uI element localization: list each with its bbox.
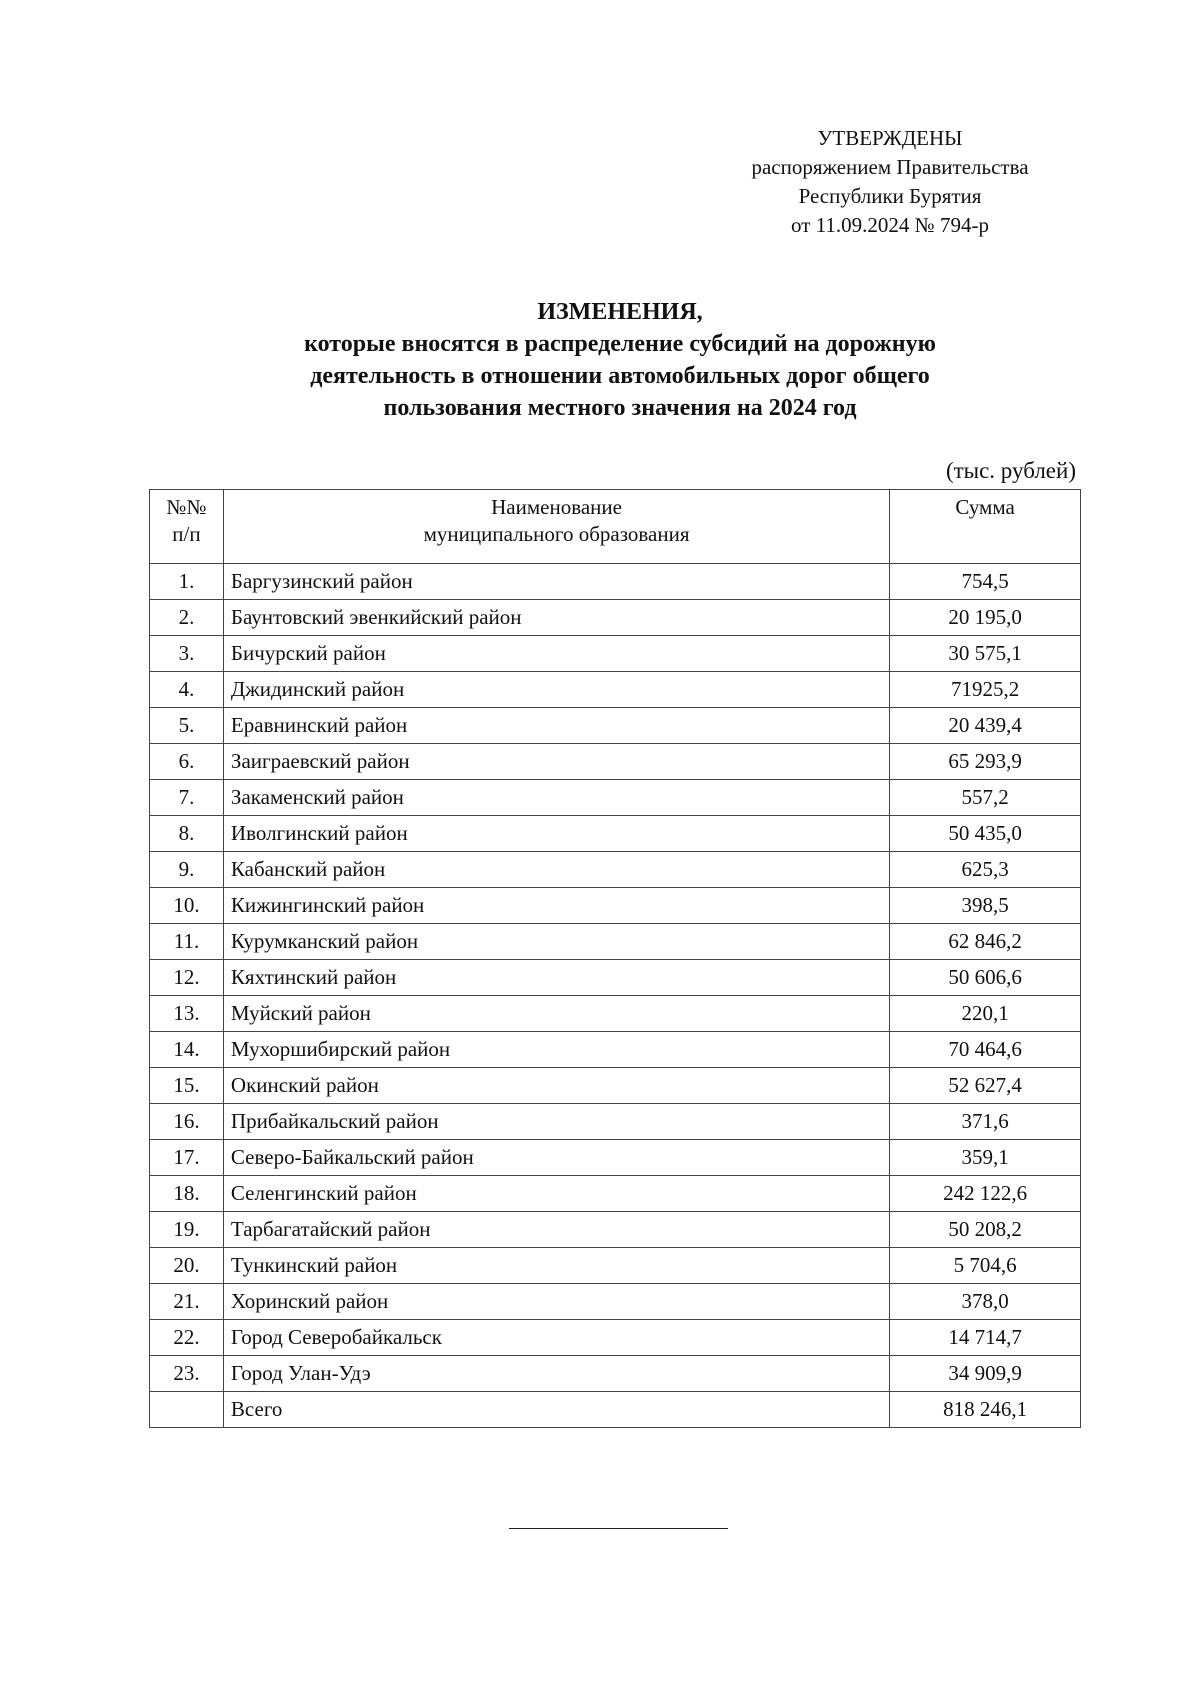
table-row xyxy=(150,1068,1081,1104)
row-amount: 557,2 xyxy=(890,780,1081,816)
table-row xyxy=(150,852,1081,888)
row-municipality: Хоринский район xyxy=(223,1284,889,1320)
header-number-line2: п/п xyxy=(172,522,201,546)
row-amount: 30 575,1 xyxy=(890,636,1081,672)
row-municipality: Джидинский район xyxy=(223,672,889,708)
row-municipality: Окинский район xyxy=(223,1068,889,1104)
row-municipality: Закаменский район xyxy=(223,780,889,816)
row-municipality: Кижингинский район xyxy=(223,888,889,924)
row-number: 16. xyxy=(150,1104,224,1140)
title-heading: ИЗМЕНЕНИЯ, xyxy=(537,299,703,325)
row-municipality: Баргузинский район xyxy=(223,564,889,600)
title-subheading-line: которые вносятся в распределение субсидий на дорожную xyxy=(304,331,936,357)
row-amount: 242 122,6 xyxy=(890,1176,1081,1212)
row-amount: 62 846,2 xyxy=(890,924,1081,960)
row-amount: 71925,2 xyxy=(890,672,1081,708)
row-municipality: Тункинский район xyxy=(223,1248,889,1284)
row-municipality: Селенгинский район xyxy=(223,1176,889,1212)
table-header-row xyxy=(150,490,1081,564)
row-number: 23. xyxy=(150,1356,224,1392)
row-amount: 378,0 xyxy=(890,1284,1081,1320)
row-municipality: Город Улан-Удэ xyxy=(223,1356,889,1392)
row-amount: 818 246,1 xyxy=(890,1392,1081,1428)
table-row xyxy=(150,1212,1081,1248)
row-amount: 754,5 xyxy=(890,564,1081,600)
row-amount: 20 195,0 xyxy=(890,600,1081,636)
row-number: 21. xyxy=(150,1284,224,1320)
title-subheading-line: пользования местного значения на 2024 год xyxy=(383,395,857,421)
row-amount: 70 464,6 xyxy=(890,1032,1081,1068)
document-title xyxy=(150,296,1090,424)
row-amount: 34 909,9 xyxy=(890,1356,1081,1392)
row-municipality: Заиграевский район xyxy=(223,744,889,780)
row-amount: 5 704,6 xyxy=(890,1248,1081,1284)
row-municipality: Курумканский район xyxy=(223,924,889,960)
row-amount: 20 439,4 xyxy=(890,708,1081,744)
row-municipality: Еравнинский район xyxy=(223,708,889,744)
row-number: 8. xyxy=(150,816,224,852)
row-number: 20. xyxy=(150,1248,224,1284)
row-number: 14. xyxy=(150,1032,224,1068)
row-amount: 50 606,6 xyxy=(890,960,1081,996)
header-name-line1: Наименование xyxy=(491,495,622,519)
row-amount: 398,5 xyxy=(890,888,1081,924)
table-row xyxy=(150,1032,1081,1068)
row-municipality: Всего xyxy=(223,1392,889,1428)
row-number: 13. xyxy=(150,996,224,1032)
approval-region: Республики Бурятия xyxy=(798,184,982,208)
row-municipality: Кяхтинский район xyxy=(223,960,889,996)
row-municipality: Иволгинский район xyxy=(223,816,889,852)
row-municipality: Город Северобайкальск xyxy=(223,1320,889,1356)
title-subheading-line: деятельность в отношении автомобильных дорог общего xyxy=(310,363,930,389)
row-number: 15. xyxy=(150,1068,224,1104)
row-municipality: Мухоршибирский район xyxy=(223,1032,889,1068)
approval-authority: распоряжением Правительства xyxy=(751,155,1029,179)
row-municipality: Муйский район xyxy=(223,996,889,1032)
table-row xyxy=(150,636,1081,672)
row-amount: 371,6 xyxy=(890,1104,1081,1140)
table-row xyxy=(150,1104,1081,1140)
row-number: 2. xyxy=(150,600,224,636)
row-number: 17. xyxy=(150,1140,224,1176)
row-number: 4. xyxy=(150,672,224,708)
row-amount: 625,3 xyxy=(890,852,1081,888)
row-number xyxy=(150,1392,224,1428)
table-row xyxy=(150,996,1081,1032)
header-number xyxy=(150,490,224,564)
row-municipality: Прибайкальский район xyxy=(223,1104,889,1140)
table-row xyxy=(150,1284,1081,1320)
approval-date-number: от 11.09.2024 № 794-р xyxy=(791,213,989,237)
table-row xyxy=(150,600,1081,636)
table-row xyxy=(150,1356,1081,1392)
row-amount: 52 627,4 xyxy=(890,1068,1081,1104)
row-amount: 50 435,0 xyxy=(890,816,1081,852)
table-row xyxy=(150,1320,1081,1356)
units-label: (тыс. рублей) xyxy=(945,458,1076,483)
subsidy-table xyxy=(149,489,1081,1428)
row-municipality: Бичурский район xyxy=(223,636,889,672)
row-number: 3. xyxy=(150,636,224,672)
row-number: 12. xyxy=(150,960,224,996)
header-name-line2: муниципального образования xyxy=(423,522,690,546)
approval-heading: УТВЕРЖДЕНЫ xyxy=(817,126,963,150)
table-row xyxy=(150,672,1081,708)
row-number: 6. xyxy=(150,744,224,780)
row-municipality: Баунтовский эвенкийский район xyxy=(223,600,889,636)
table-row xyxy=(150,816,1081,852)
total-row xyxy=(150,1392,1081,1428)
row-amount: 14 714,7 xyxy=(890,1320,1081,1356)
row-number: 9. xyxy=(150,852,224,888)
table-row xyxy=(150,960,1081,996)
header-sum: Сумма xyxy=(890,490,1081,564)
row-number: 10. xyxy=(150,888,224,924)
table-row xyxy=(150,564,1081,600)
row-number: 18. xyxy=(150,1176,224,1212)
row-number: 7. xyxy=(150,780,224,816)
row-amount: 220,1 xyxy=(890,996,1081,1032)
row-number: 11. xyxy=(150,924,224,960)
table-row xyxy=(150,888,1081,924)
table-row xyxy=(150,744,1081,780)
row-amount: 65 293,9 xyxy=(890,744,1081,780)
table-row xyxy=(150,924,1081,960)
row-amount: 359,1 xyxy=(890,1140,1081,1176)
closing-rule xyxy=(509,1528,728,1529)
table-row xyxy=(150,708,1081,744)
table-row xyxy=(150,780,1081,816)
row-municipality: Северо-Байкальский район xyxy=(223,1140,889,1176)
approval-stamp xyxy=(660,124,1120,240)
table-row xyxy=(150,1176,1081,1212)
row-number: 1. xyxy=(150,564,224,600)
row-municipality: Кабанский район xyxy=(223,852,889,888)
row-number: 5. xyxy=(150,708,224,744)
row-municipality: Тарбагатайский район xyxy=(223,1212,889,1248)
header-name xyxy=(223,490,889,564)
table-row xyxy=(150,1140,1081,1176)
row-number: 19. xyxy=(150,1212,224,1248)
header-number-line1: №№ xyxy=(166,495,207,519)
table-row xyxy=(150,1248,1081,1284)
row-amount: 50 208,2 xyxy=(890,1212,1081,1248)
row-number: 22. xyxy=(150,1320,224,1356)
